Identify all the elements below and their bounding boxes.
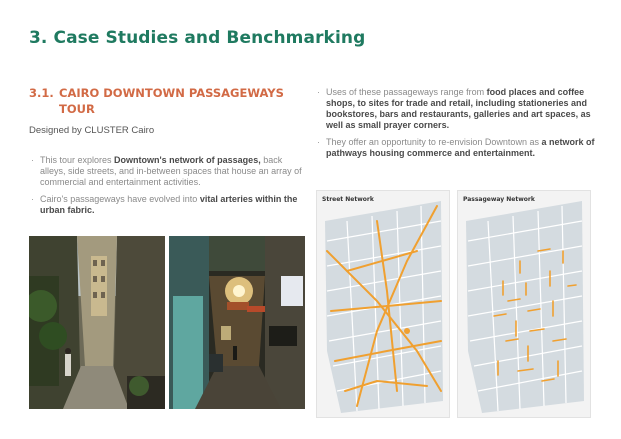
right-bullet-list xyxy=(315,87,605,165)
bullet-text: back alleys, side streets, and in-between spaces that house an array of commercial and entertainment activities. xyxy=(40,155,302,187)
street-photo xyxy=(29,236,165,409)
passageway-network-map xyxy=(457,190,591,418)
bullet-bold-text: food places and coffee shops, to sites for trade and retail, including stationeries and bookstores, bars and restaurants, galleries and art spaces, as well as small prayer corners. xyxy=(326,87,591,130)
street-network-map xyxy=(316,190,450,418)
bullet-bold-text: Downtown's network of passages, xyxy=(114,155,261,165)
left-bullet-list xyxy=(29,155,307,222)
bullet-bold-text: vital arteries within the urban fabric. xyxy=(40,194,298,215)
bullet-text: This tour explores xyxy=(40,155,115,165)
designed-by: Designed by CLUSTER Cairo xyxy=(29,125,155,136)
section-title: 3. Case Studies and Benchmarking xyxy=(29,28,366,48)
bullet-item xyxy=(29,194,307,216)
bullet-bold-text: a network of pathways housing commerce and entertainment. xyxy=(326,137,595,158)
bullet-text: They offer an opportunity to re-envision Downtown as xyxy=(326,137,542,147)
bullet-text: Cairo's passageways have evolved into xyxy=(40,194,200,204)
subsection-number: 3.1. xyxy=(29,86,54,100)
subsection-heading xyxy=(29,85,299,117)
bullet-text: Uses of these passageways range from xyxy=(326,87,487,97)
bullet-item xyxy=(315,87,605,131)
map-label: Street Network xyxy=(322,196,374,203)
subsection-title: CAIRO DOWNTOWN PASSAGEWAYS TOUR xyxy=(59,86,284,116)
passage-photo xyxy=(169,236,305,409)
bullet-item xyxy=(315,137,605,159)
bullet-item xyxy=(29,155,307,188)
map-label: Passageway Network xyxy=(463,196,535,203)
